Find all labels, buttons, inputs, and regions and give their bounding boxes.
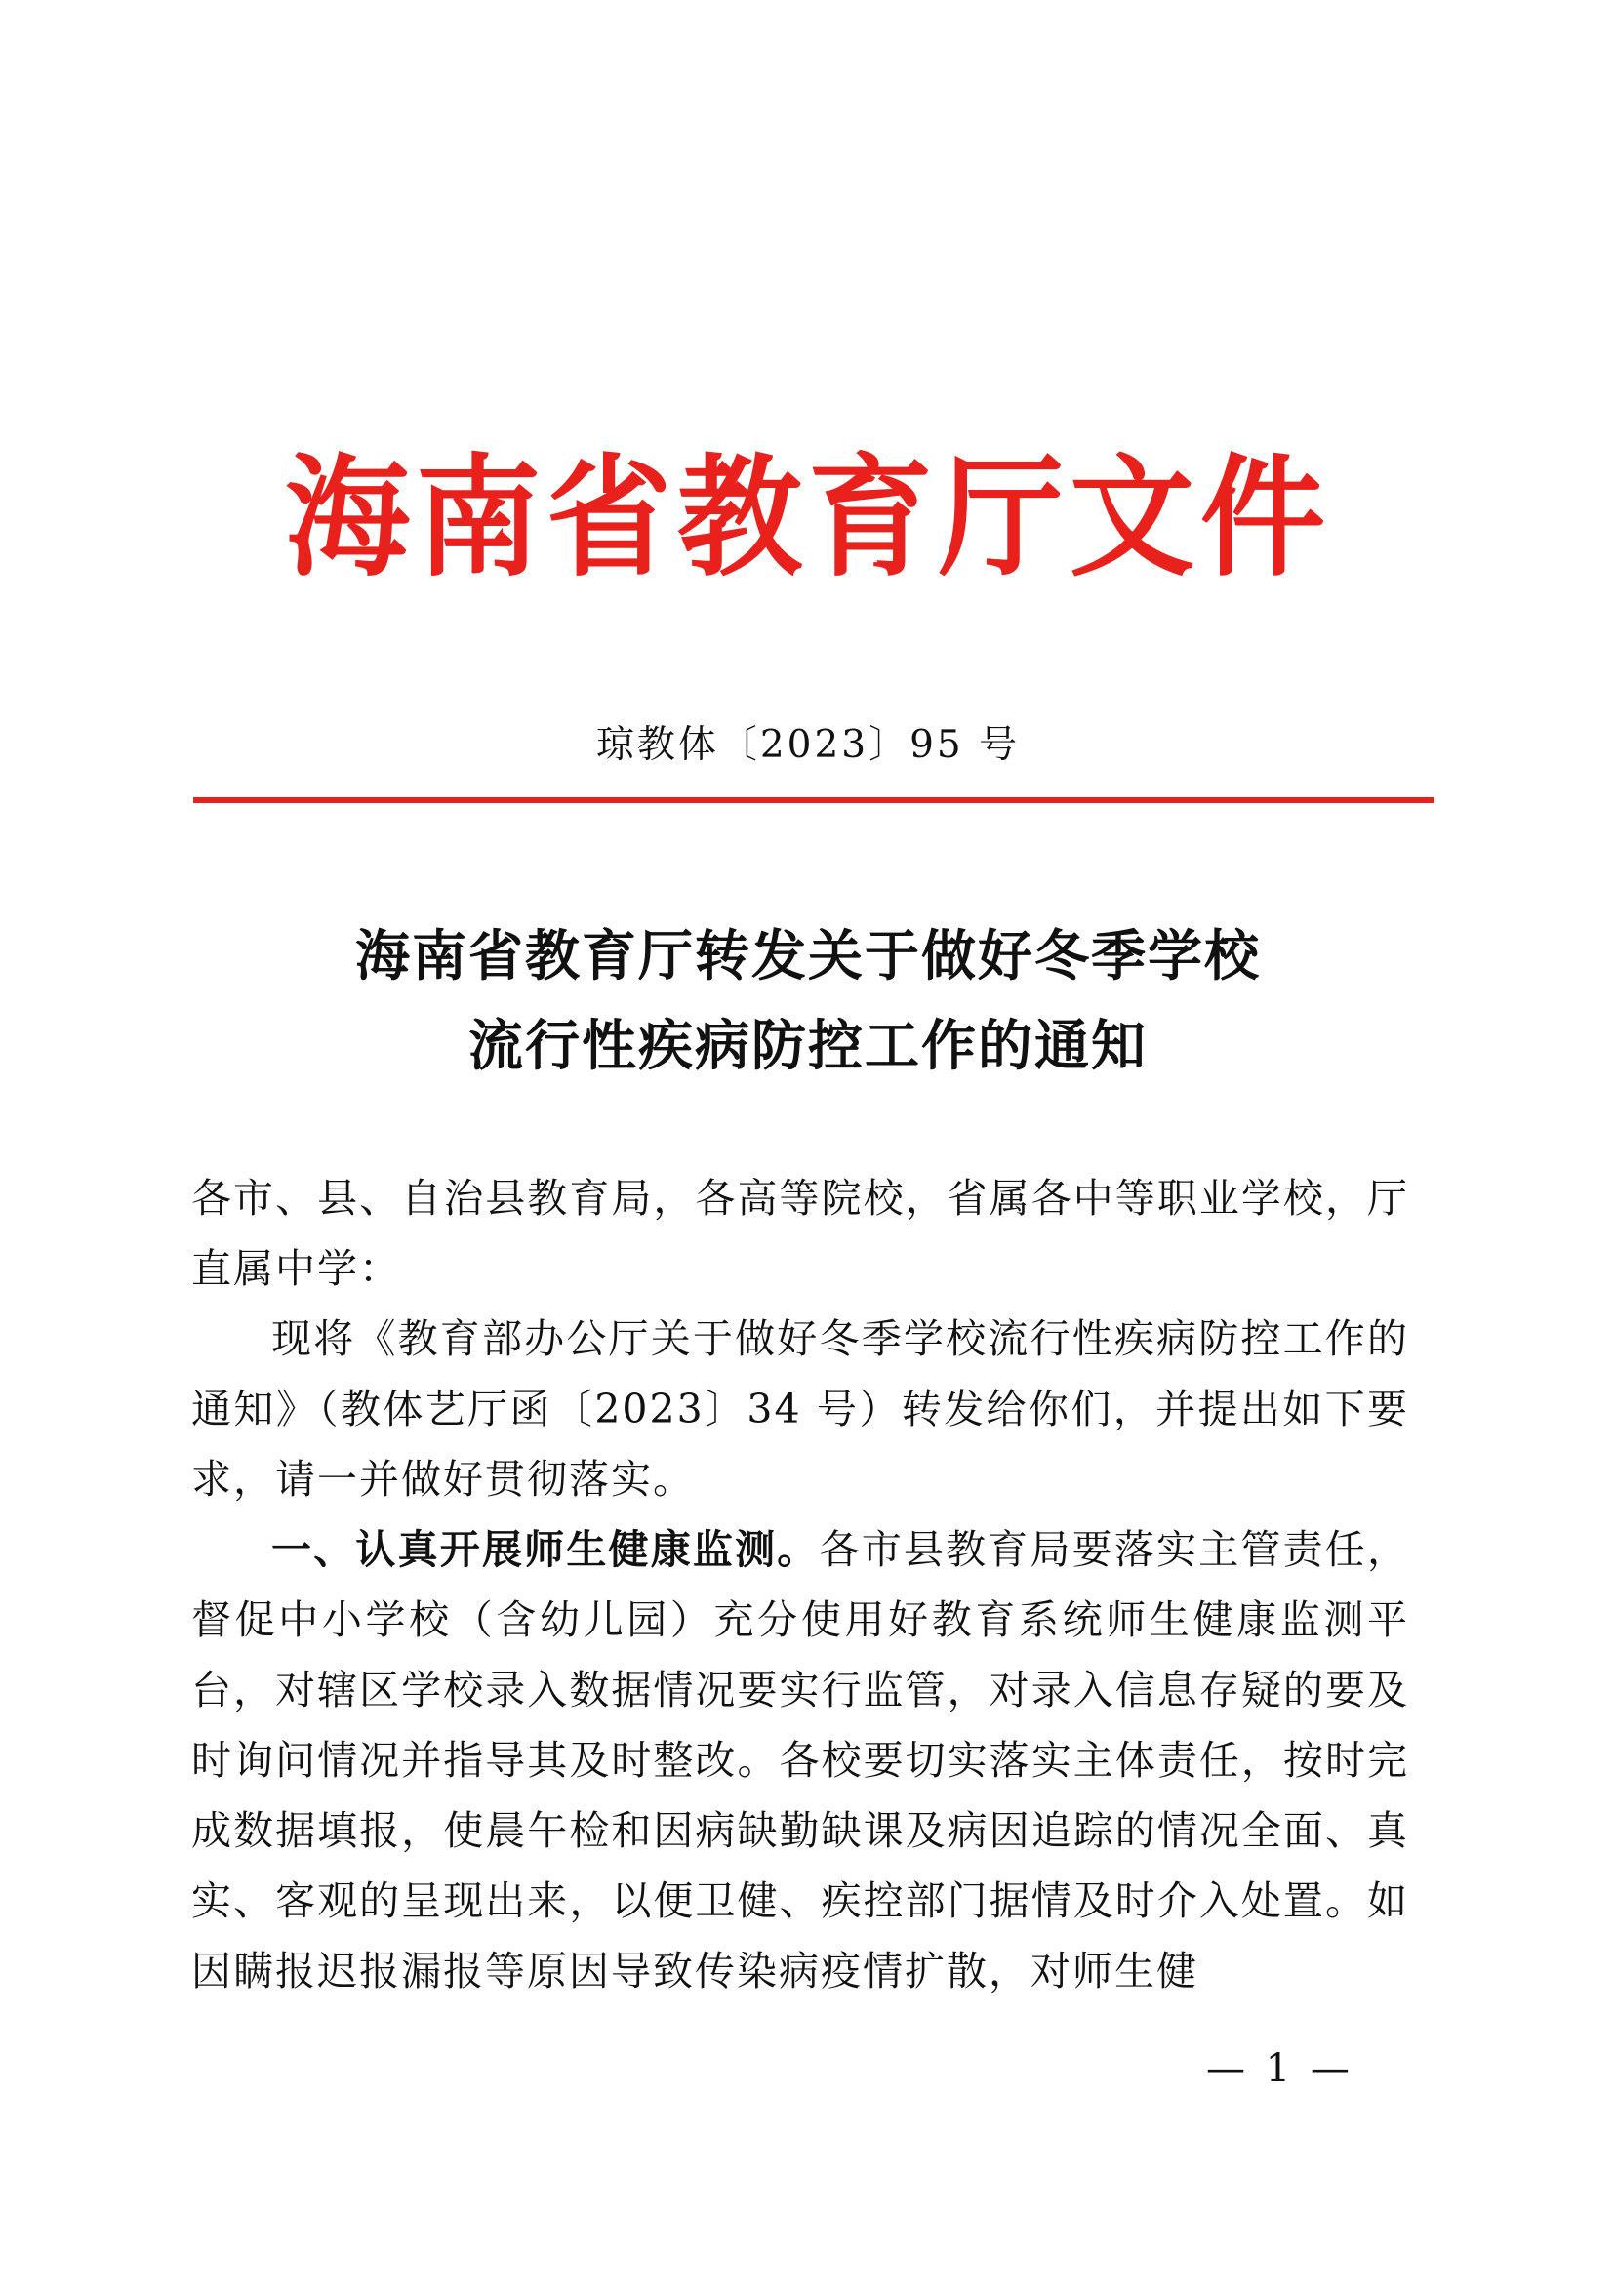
section-heading-1: 一、认真开展师生健康监测。 xyxy=(271,1526,820,1573)
salutation: 各市、县、自治县教育局，各高等院校，省属各中等职业学校，厅直属中学： xyxy=(191,1175,1409,1292)
document-number: 琼教体〔2023〕95 号 xyxy=(595,723,1021,767)
red-separator-rule xyxy=(193,797,1434,803)
body-paragraph-2 xyxy=(191,1514,1409,2006)
document-title-line-2: 流行性疾病防控工作的通知 xyxy=(468,1014,1148,1078)
page-number: — 1 — xyxy=(1206,2046,1353,2091)
section-body-1: 各市县教育局要落实主管责任，督促中小学校（含幼儿园）充分使用好教育系统师生健康监测平台，对辖区学校录入数据情况要实行监管，对录入信息存疑的要及时询问情况并指导其及时整改。各校要切实落实主体责任，按时完成数据填报，使晨午检和因病缺勤缺课及病因追踪的情况全面、真实、客观的呈现出来，以便卫健、疾控部门据情及时介入处置。如因瞒报迟报漏报等原因导致传染病疫情扩散，对师生健 xyxy=(191,1526,1409,1994)
body-paragraph-1: 现将《教育部办公厅关于做好冬季学校流行性疾病防控工作的通知》（教体艺厅函〔2023〕34 号）转发给你们，并提出如下要求，请一并做好贯彻落实。 xyxy=(191,1315,1409,1503)
document-title-line-1: 海南省教育厅转发关于做好冬季学校 xyxy=(355,924,1261,988)
masthead-title: 海南省教育厅文件 xyxy=(284,442,1331,595)
